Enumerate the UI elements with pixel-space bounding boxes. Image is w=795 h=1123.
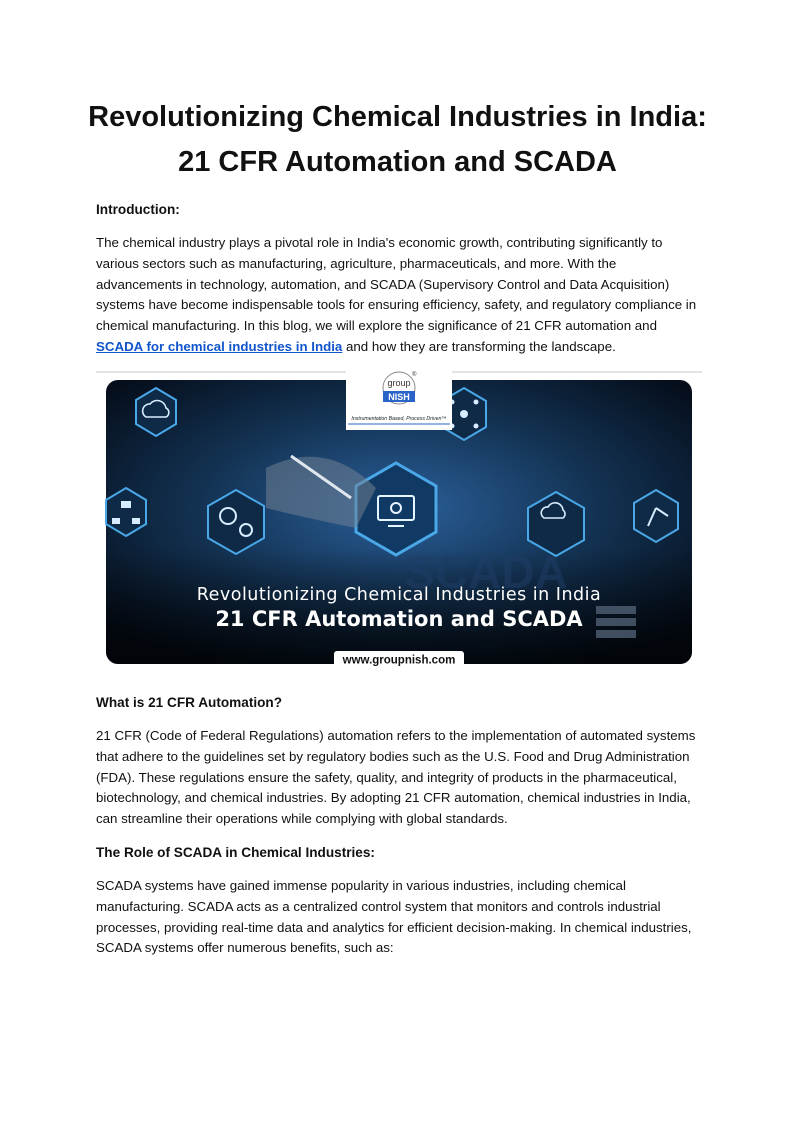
- section1-paragraph: 21 CFR (Code of Federal Regulations) automation refers to the implementation of automated systems that adhere to the guidelines set by regulatory bodies such as the U.S. Food and Drug Administration (FDA). These regulations ensure the safety, quality, and integrity of products in the pharmaceutical, biotechnology, and chemical industries. By adopting 21 CFR automation, chemical industries in India, can streamline their operations while complying with global standards.: [96, 728, 696, 827]
- logo-tagline: Instrumentation Based, Process Driven™: [351, 416, 447, 422]
- banner-url: www.groupnish.com: [342, 654, 456, 667]
- page-title-line-1: Revolutionizing Chemical Industries in India:: [88, 101, 707, 133]
- section1-heading: What is 21 CFR Automation?: [96, 695, 283, 710]
- page-title-line-2: 21 CFR Automation and SCADA: [178, 146, 617, 178]
- server-stack-graphic: [596, 606, 636, 638]
- logo-nish-text: NISH: [388, 392, 410, 402]
- logo-registered-mark: ®: [412, 372, 417, 378]
- intro-paragraph: [96, 233, 702, 358]
- intro-heading: Introduction:: [96, 202, 180, 217]
- banner-bg-word: SCADA: [404, 546, 568, 598]
- section2-heading: The Role of SCADA in Chemical Industries:: [96, 845, 375, 860]
- logo-group-text: group: [387, 378, 411, 388]
- intro-text-end: and how they are transforming the landscape.: [342, 338, 616, 354]
- banner-image: [96, 368, 702, 672]
- section2-paragraph: SCADA systems have gained immense popularity in various industries, including chemical manufacturing. SCADA acts as a centralized control system that monitors and controls industrial processes, providing real-time data and analytics for efficient decision-making. In chemical industries, SCADA systems offer numerous benefits, such as:: [96, 878, 692, 956]
- banner-line-2: 21 CFR Automation and SCADA: [215, 607, 583, 631]
- scada-link[interactable]: SCADA for chemical industries in India: [96, 338, 343, 354]
- intro-text: The chemical industry plays a pivotal role in India's economic growth, contributing significantly to various sectors such as manufacturing, agriculture, pharmaceuticals, and more. With the advancements in technology, automation, and SCADA (Supervisory Control and Data Acquisition) systems have become indispensable tools for ensuring efficiency, safety, and regulatory compliance in chemical manufacturing. In this blog, we will explore the significance of 21 CFR automation and: [96, 235, 697, 334]
- banner-line-1: Revolutionizing Chemical Industries in India: [196, 585, 602, 605]
